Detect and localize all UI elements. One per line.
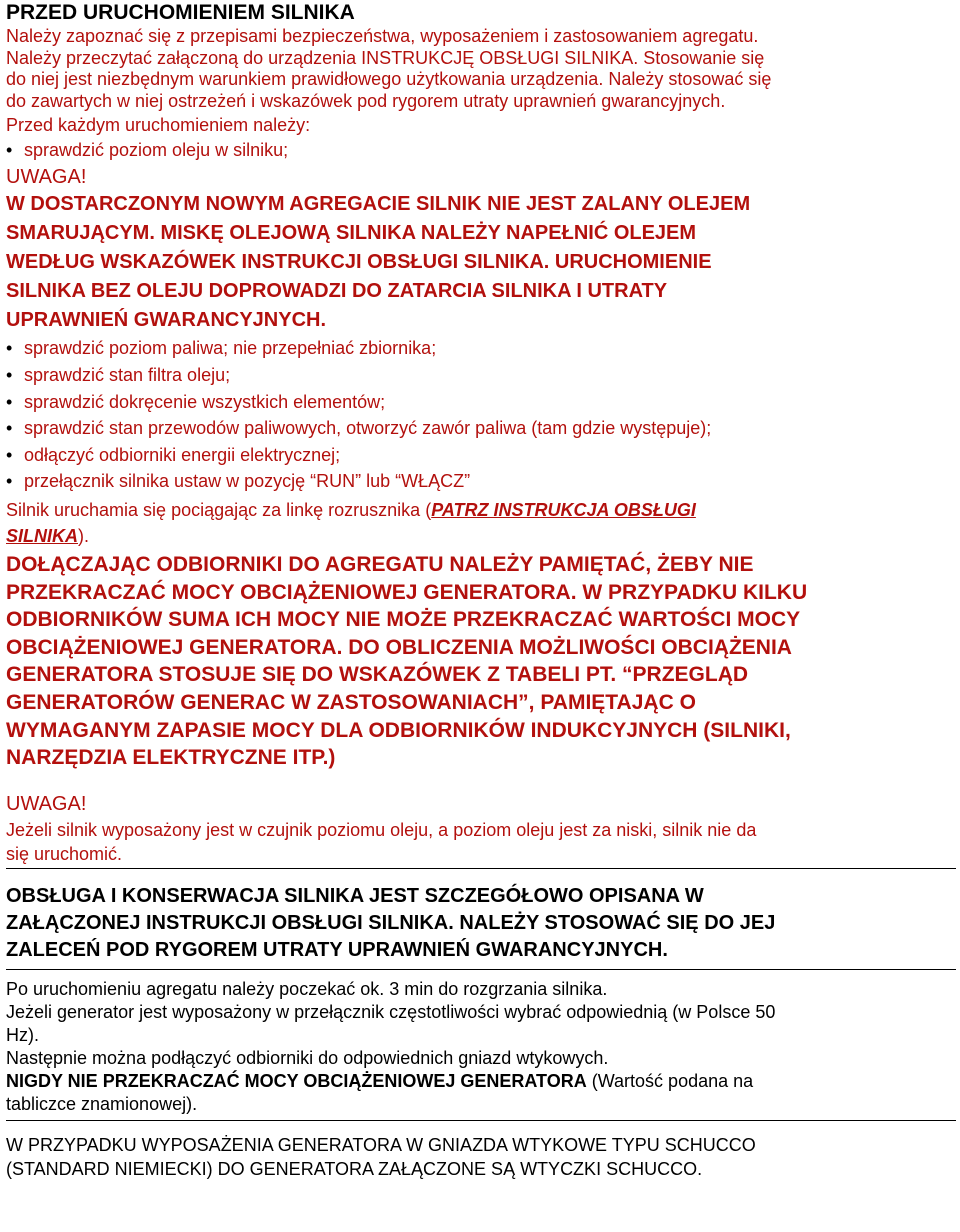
load-warning-line: OBCIĄŻENIOWEJ GENERATORA. DO OBLICZENIA MOŻLIWOŚCI OBCIĄŻENIA: [6, 635, 792, 659]
after-start-line: Hz).: [6, 1024, 39, 1045]
after-start-line: Następnie można podłączyć odbiorniki do odpowiednich gniazd wtykowych.: [6, 1047, 609, 1068]
oil-warning-line: WEDŁUG WSKAZÓWEK INSTRUKCJI OBSŁUGI SILNIKA. URUCHOMIENIE: [6, 251, 712, 274]
bullet-item: [6, 335, 956, 362]
bullet-item: [6, 138, 956, 162]
never-exceed-line: [6, 1070, 956, 1093]
maintenance-line: ZALECEŃ POD RYGOREM UTRATY UPRAWNIEŃ GWARANCYJNYCH.: [6, 938, 668, 961]
start-line-1: [6, 497, 956, 524]
sensor-warning-line: Jeżeli silnik wyposażony jest w czujnik poziomu oleju, a poziom oleju jest za niski, silnik nie da: [6, 819, 757, 840]
bullet-text: sprawdzić poziom oleju w silniku;: [24, 140, 289, 161]
never-exceed-line-2: tabliczce znamionowej).: [6, 1093, 198, 1114]
bullet-item: [6, 415, 956, 442]
bullet-icon: •: [6, 140, 13, 161]
sensor-warning: [6, 818, 956, 866]
section-heading: PRZED URUCHOMIENIEM SILNIKA: [6, 1, 355, 24]
bullet-item: [6, 362, 956, 389]
load-warning-line: ODBIORNIKÓW SUMA ICH MOCY NIE MOŻE PRZEKRACZAĆ WARTOŚCI MOCY: [6, 608, 801, 632]
oil-warning-line: SMARUJĄCYM. MISKĘ OLEJOWĄ SILNIKA NALEŻY NAPEŁNIĆ OLEJEM: [6, 222, 697, 245]
load-warning-line: DOŁĄCZAJĄC ODBIORNIKI DO AGREGATU NALEŻY PAMIĘTAĆ, ŻEBY NIE: [6, 552, 754, 576]
bullet-item: [6, 442, 956, 469]
load-warning-line: GENERATORÓW GENERAC W ZASTOSOWANIACH”, PAMIĘTAJĄC O: [6, 690, 696, 714]
bullet-text: przełącznik silnika ustaw w pozycję “RUN” lub “WŁĄCZ”: [24, 471, 471, 492]
bullet-icon: •: [6, 444, 13, 465]
manual-reference-cont: SILNIKA: [6, 525, 78, 546]
oil-warning-line: UPRAWNIEŃ GWARANCYJNYCH.: [6, 309, 327, 332]
after-start-block: [6, 978, 956, 1116]
start-text-prefix: Silnik uruchamia się pociągając za linkę rozrusznika (: [6, 499, 432, 520]
before-start-label: Przed każdym uruchomieniem należy:: [6, 115, 311, 136]
never-exceed-rest: (Wartość podana na: [586, 1070, 754, 1091]
intro-line: do niej jest niezbędnym warunkiem prawidłowego użytkowania urządzenia. Należy stosować się: [6, 69, 772, 90]
load-warning-block: [6, 551, 956, 772]
checklist: [6, 335, 956, 495]
load-warning-line: PRZEKRACZAĆ MOCY OBCIĄŻENIOWEJ GENERATORA. W PRZYPADKU KILKU: [6, 580, 808, 604]
bullet-icon: •: [6, 471, 13, 492]
manual-reference: PATRZ INSTRUKCJA OBSŁUGI: [431, 499, 696, 520]
bullet-text: sprawdzić stan przewodów paliwowych, otworzyć zawór paliwa (tam gdzie występuje);: [24, 418, 712, 439]
maintenance-line: ZAŁĄCZONEJ INSTRUKCJI OBSŁUGI SILNIKA. NALEŻY STOSOWAĆ SIĘ DO JEJ: [6, 911, 776, 934]
instruction-page: [6, 0, 956, 1181]
start-instruction: [6, 497, 956, 548]
divider: [6, 868, 956, 869]
divider: [6, 1120, 956, 1121]
divider: [6, 969, 956, 970]
intro-line: Należy zapoznać się z przepisami bezpieczeństwa, wyposażeniem i zastosowaniem agregatu.: [6, 26, 759, 46]
schucko-line: W PRZYPADKU WYPOSAŻENIA GENERATORA W GNIAZDA WTYKOWE TYPU SCHUCCO: [6, 1134, 756, 1155]
bullet-icon: •: [6, 391, 13, 412]
load-warning-line: WYMAGANYM ZAPASIE MOCY DLA ODBIORNIKÓW INDUKCYJNYCH (SILNIKI,: [6, 718, 791, 742]
start-text-suffix: ).: [78, 525, 89, 546]
bullet-item: [6, 468, 956, 495]
schucko-line: (STANDARD NIEMIECKI) DO GENERATORA ZAŁĄCZONE SĄ WTYCZKI SCHUCCO.: [6, 1158, 703, 1179]
schucko-block: [6, 1133, 956, 1181]
oil-warning-line: W DOSTARCZONYM NOWYM AGREGACIE SILNIK NIE JEST ZALANY OLEJEM: [6, 193, 751, 216]
after-start-line: Po uruchomieniu agregatu należy poczekać ok. 3 min do rozgrzania silnika.: [6, 978, 608, 999]
intro-line: do zawartych w niej ostrzeżeń i wskazówek pod rygorem utraty uprawnień gwarancyjnych.: [6, 90, 726, 111]
never-exceed-bold: NIGDY NIE PRZEKRACZAĆ MOCY OBCIĄŻENIOWEJ GENERATORA: [6, 1070, 587, 1091]
after-start-line: Jeżeli generator jest wyposażony w przełącznik częstotliwości wybrać odpowiednią (w Polsce 50: [6, 1001, 776, 1022]
maintenance-line: OBSŁUGA I KONSERWACJA SILNIKA JEST SZCZEGÓŁOWO OPISANA W: [6, 884, 704, 907]
bullet-text: odłączyć odbiorniki energii elektrycznej;: [24, 444, 341, 465]
maintenance-block: [6, 883, 956, 964]
load-warning-line: NARZĘDZIA ELEKTRYCZNE ITP.): [6, 746, 336, 770]
bullet-text: sprawdzić dokręcenie wszystkich elementów;: [24, 391, 386, 412]
bullet-icon: •: [6, 418, 13, 439]
intro-paragraph: [6, 26, 956, 112]
intro-line: Należy przeczytać załączoną do urządzenia INSTRUKCJĘ OBSŁUGI SILNIKA. Stosowanie się: [6, 47, 765, 68]
oil-warning-block: [6, 190, 956, 335]
oil-warning-line: SILNIKA BEZ OLEJU DOPROWADZI DO ZATARCIA SILNIKA I UTRATY: [6, 280, 668, 303]
bullet-text: sprawdzić poziom paliwa; nie przepełniać zbiornika;: [24, 338, 437, 359]
warning-label-2: UWAGA!: [6, 792, 87, 815]
warning-label: UWAGA!: [6, 166, 87, 189]
sensor-warning-line: się uruchomić.: [6, 843, 123, 864]
start-line-2: [6, 524, 956, 548]
bullet-item: [6, 389, 956, 416]
bullet-text: sprawdzić stan filtra oleju;: [24, 364, 231, 385]
load-warning-line: GENERATORA STOSUJE SIĘ DO WSKAZÓWEK Z TABELI PT. “PRZEGLĄD: [6, 663, 749, 687]
bullet-icon: •: [6, 338, 13, 359]
bullet-icon: •: [6, 364, 13, 385]
